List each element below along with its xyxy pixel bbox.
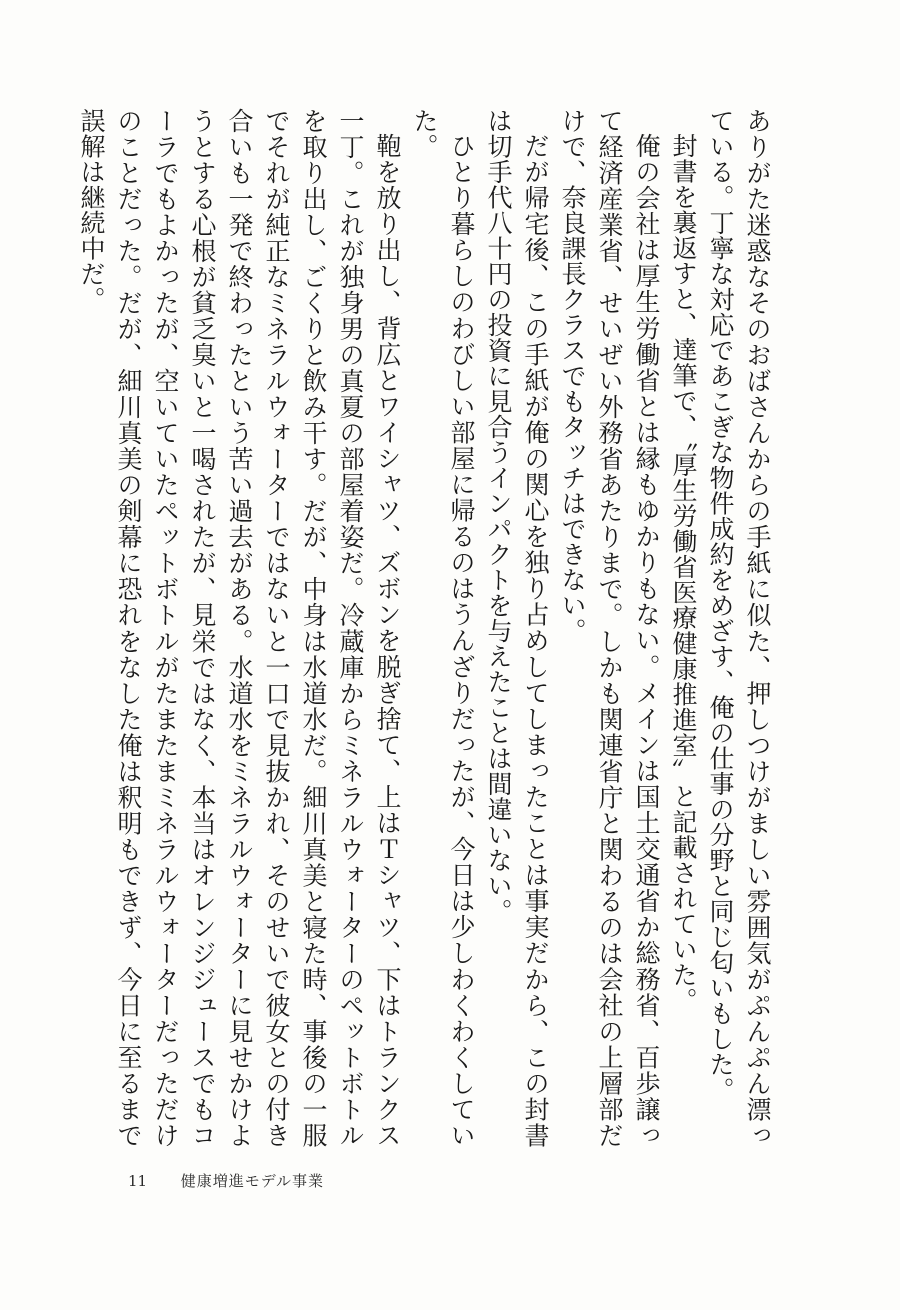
paragraph-2: 封書を裏返すと、達筆で、〝厚生労働省医療健康推進室〟と記載されていた。 [669, 133, 698, 1013]
page-number: 11 [128, 1172, 148, 1190]
paragraph-3: 俺の会社は厚生労働省とは縁もゆかりもない。メインは国土交通省か総務省、百歩譲って経済産業省、せいぜい外務省あたりまで。しかも関連省庁と関わるのは会社の上層部だけで、奈良課長クラスでもタッチはできない。 [558, 108, 661, 1148]
body-text [73, 108, 776, 1148]
paragraph-4: だが帰宅後、この手紙が俺の関心を独り占めしてしまったことは事実だから、この封書は切手代八十円の投資に見合うインパクトを与えたことは間違いない。 [484, 108, 550, 1148]
running-title: 健康増進モデル事業 [180, 1172, 325, 1190]
paragraph-1: ありがた迷惑なそのおばさんからの手紙に似た、押しつけがましい雰囲気がぷんぷん漂っている。丁寧な対応であこぎな物件成約をめざす、俺の仕事の分野と同じ匂いもした。 [706, 108, 772, 1148]
page-footer [128, 1170, 324, 1191]
paragraph-5: ひとり暮らしのわびしい部屋に帰るのはうんざりだったが、今日は少しわくわくしていた。 [410, 108, 476, 1148]
paragraph-6: 鞄を放り出し、背広とワイシャツ、ズボンを脱ぎ捨て、上はＴシャツ、下はトランクス一丁。これが独身男の真夏の部屋着姿だ。冷蔵庫からミネラルウォーターのペットボトルを取り出し、ごくりと飲み干す。だが、中身は水道水だ。細川真美と寝た時、事後の一服でそれが純正なミネラルウォーターではないと一口で見抜かれ、そのせいで彼女との付き合いも一発で終わったという苦い過去がある。水道水をミネラルウォーターに見せかけようとする心根が貧乏臭いと一喝されたが、見栄ではなく、本当はオレンジジュースでもコーラでもよかったが、空いていたペットボトルがたまたまミネラルウォーターだっただけのことだった。だが、細川真美の剣幕に恐れをなした俺は釈明もできず、今日に至るまで誤解は継続中だ。 [77, 108, 402, 1148]
